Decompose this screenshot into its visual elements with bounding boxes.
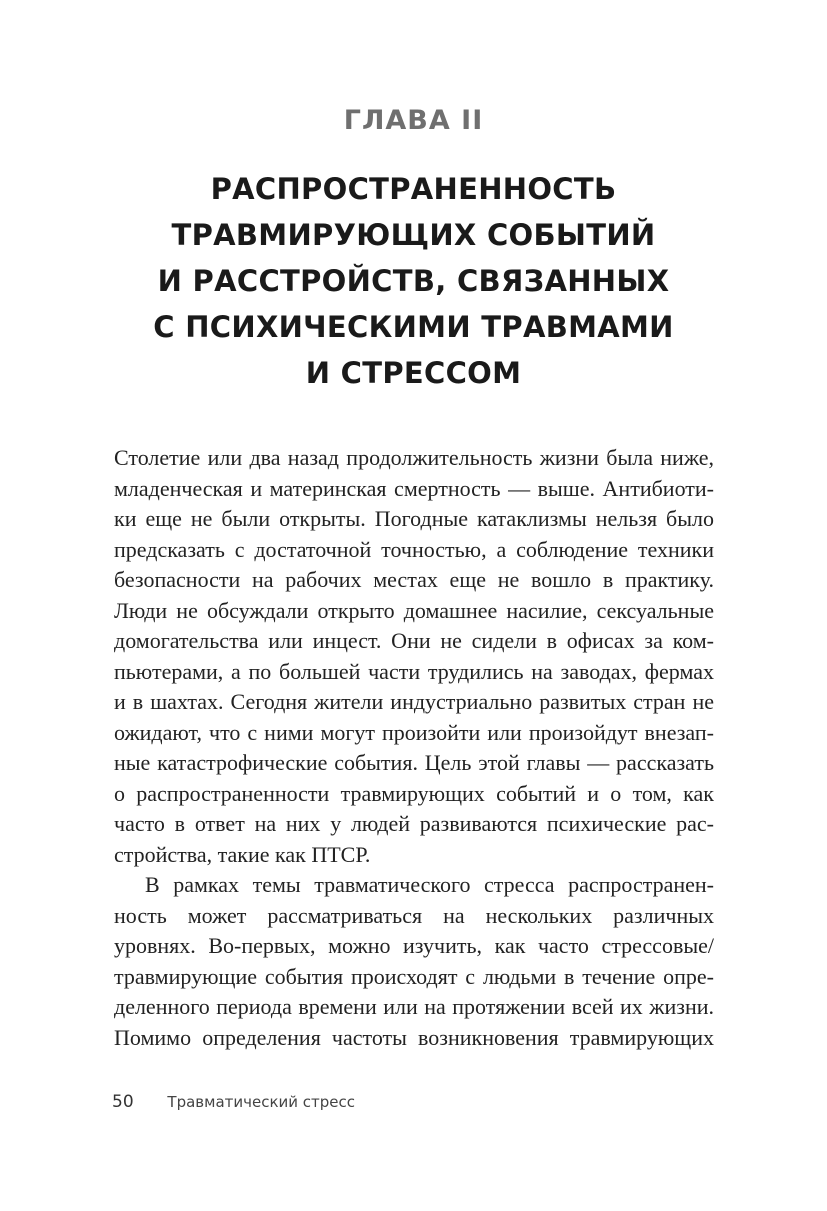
chapter-title-line: РАСПРОСТРАНЕННОСТЬ — [210, 172, 617, 206]
chapter-label: ГЛАВА II — [343, 105, 484, 136]
text-line: травмирующие события происходят с людьми в течение опре- — [114, 963, 714, 989]
text-line: Помимо определения частоты возникновения травмирующих — [114, 1024, 714, 1050]
text-line: ки еще не были открыты. Погодные катаклизмы нельзя было — [114, 506, 714, 531]
text-line: В рамках темы травматического стресса распространен- — [145, 872, 714, 897]
paragraph-1 — [114, 443, 714, 870]
text-line: часто в ответ на них у людей развиваются психические рас- — [114, 811, 714, 836]
chapter-title — [100, 166, 727, 396]
text-line: о распространенности травмирующих событий и о том, как — [114, 780, 714, 806]
chapter-title-line: С ПСИХИЧЕСКИМИ ТРАВМАМИ — [153, 310, 674, 344]
text-line: младенческая и материнская смертность — выше. Антибиоти- — [114, 475, 714, 501]
chapter-title-line: ТРАВМИРУЮЩИХ СОБЫТИЙ — [171, 218, 656, 252]
text-line: и в шахтах. Сегодня жители индустриально развитых стран не — [114, 689, 714, 714]
text-line: ные катастрофические события. Цель этой главы — рассказать — [114, 750, 714, 775]
chapter-title-line: И РАССТРОЙСТВ, СВЯЗАННЫХ — [157, 264, 670, 298]
text-line: деленного периода времени или на протяжении всей их жизни. — [114, 994, 714, 1019]
text-line: домогательства или инцест. Они не сидели в офисах за ком- — [114, 628, 714, 653]
text-line: пьютерами, а по большей части трудились на заводах, фермах — [114, 658, 714, 684]
text-line: ность может рассматриваться на нескольких различных — [114, 902, 714, 928]
chapter-title-line: И СТРЕССОМ — [305, 356, 522, 390]
page-number: 50 — [112, 1092, 134, 1112]
text-line: Столетие или два назад продолжительность жизни была ниже, — [114, 445, 714, 470]
running-title: Травматический стресс — [167, 1093, 356, 1111]
text-line: Люди не обсуждали открыто домашнее насилие, сексуальные — [114, 597, 714, 623]
text-line: ожидают, что с ними могут произойти или произойдут внезап- — [114, 719, 714, 745]
text-line: уровнях. Во-первых, можно изучить, как часто стрессовые/ — [114, 933, 714, 958]
page-footer — [112, 1092, 355, 1112]
body-text — [114, 443, 714, 1053]
paragraph-2 — [114, 870, 714, 1053]
text-line: предсказать с достаточной точностью, а соблюдение техники — [114, 536, 714, 562]
text-line: стройства, такие как ПТСР. — [114, 841, 371, 867]
text-line: безопасности на рабочих местах еще не вошло в практику. — [114, 567, 714, 592]
